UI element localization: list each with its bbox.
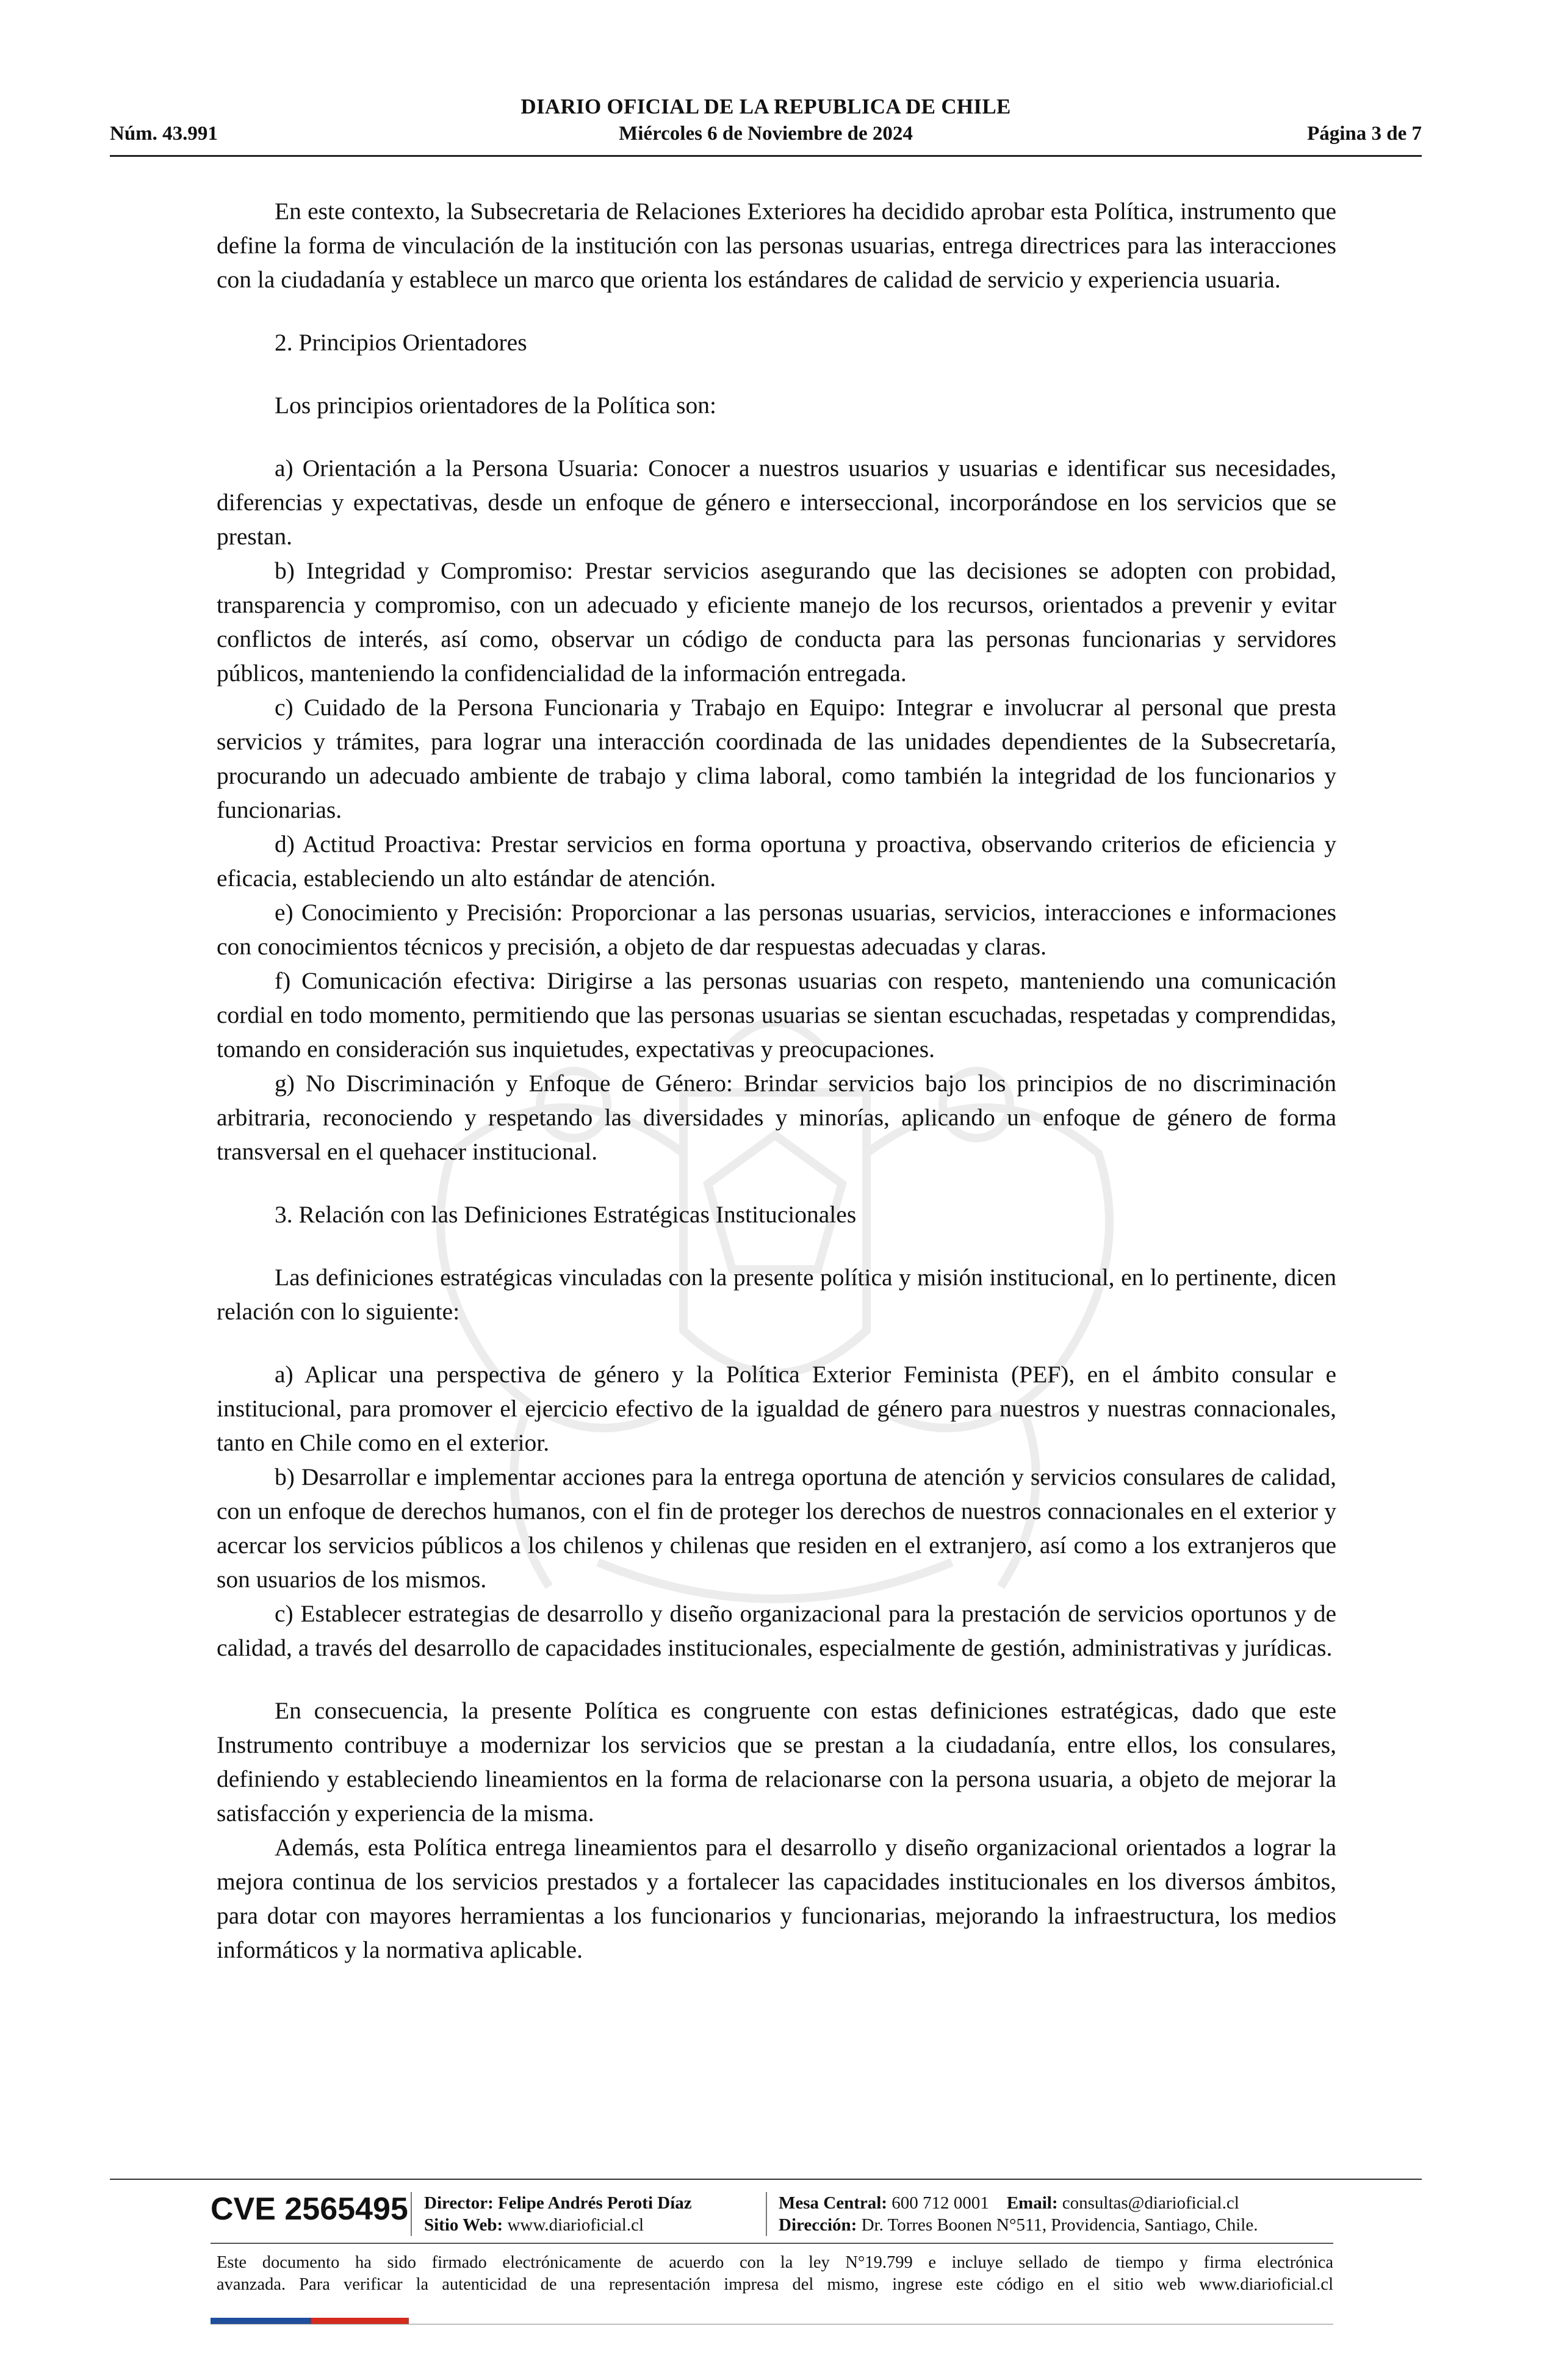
principle-item-g: g) No Discriminación y Enfoque de Género: Brindar servicios bajo los principios de no discriminación arbitraria, reconociendo y respetando las diversidades y minorías, aplicando un enfoque de género de forma transversal en el quehacer institucional. [217,1070,1336,1165]
cve-code: CVE 2565495 [211,2191,408,2227]
strategic-item-b: b) Desarrollar e implementar acciones para la entrega oportuna de atención y servicios consulares de calidad, con un enfoque de derechos humanos, con el fin de proteger los derechos de nuestros connacionales en el exterior y acercar los servicios públicos a los chilenos y chilenas que residen en el extranjero, así como a los extranjeros que son usuarios de los mismos. [217,1463,1336,1593]
footer-separator [766,2192,767,2236]
paragraph-consequence: En consecuencia, la presente Política es congruente con estas definiciones estratégicas, dado que este Instrumento contribuye a modernizar los servicios que se prestan a la ciudadanía, entre ellos, los consulares, definiendo y estableciendo lineamientos en la forma de relacionarse con la persona usuaria, a objeto de mejorar la satisfacción y experiencia de la misma. [217,1697,1336,1826]
director-label: Director: [424,2193,494,2213]
footer-director-block [424,2192,692,2236]
principle-item-e: e) Conocimiento y Precisión: Proporcionar a las personas usuarias, servicios, interacciones e informaciones con conocimientos técnicos y precisión, a objeto de dar respuestas adecuadas y claras. [217,899,1336,960]
address-label: Dirección: [779,2215,857,2235]
strategic-item-a: a) Aplicar una perspectiva de género y la Política Exterior Feminista (PEF), en el ámbito consular e institucional, para promover el ejercicio efectivo de la igualdad de género para nuestros y nuestras connacionales, tanto en Chile como en el exterior. [217,1361,1336,1456]
paragraph-additionally: Además, esta Política entrega lineamientos para el desarrollo y diseño organizacional orientados a lograr la mejora continua de los servicios prestados y a fortalecer las capacidades institucionales en los diversos ámbitos, para dotar con mayores herramientas a los funcionarios y funcionarias, mejorando la infraestructura, los medios informáticos y la normativa aplicable. [217,1834,1336,1963]
principle-item-d: d) Actitud Proactiva: Prestar servicios en forma oportuna y proactiva, observando criterios de eficiencia y eficacia, estableciendo un alto estándar de atención. [217,831,1336,892]
principle-item-a: a) Orientación a la Persona Usuaria: Conocer a nuestros usuarios y usuarias e identificar sus necesidades, diferencias y expectativas, desde un enfoque de género e interseccional, incorporándose en los servicios que se prestan. [217,455,1336,550]
paragraph-strategic-intro: Las definiciones estratégicas vinculadas con la presente política y misión institucional, en lo pertinente, dicen relación con lo siguiente: [217,1264,1336,1325]
footer-middle-divider [211,2243,1333,2244]
principle-item-c: c) Cuidado de la Persona Funcionaria y Trabajo en Equipo: Integrar e involucrar al personal que presta servicios y trámites, para lograr una interacción coordinada de las unidades dependientes de la Subsecretaría, procurando un adecuado ambiente de trabajo y clima laboral, como también la integridad de los funcionarios y funcionarias. [217,694,1336,823]
footer-separator [411,2192,412,2236]
legal-notice [217,2252,1333,2296]
section-heading-strategic: 3. Relación con las Definiciones Estratégicas Institucionales [275,1201,857,1228]
header-row [110,123,1422,150]
site-label: Sitio Web: [424,2215,503,2235]
principle-item-b: b) Integridad y Compromiso: Prestar servicios asegurando que las decisiones se adopten con probidad, transparencia y compromiso, con un adecuado y eficiente manejo de los recursos, orientados a prevenir y evitar conflictos de interés, así como, observar un código de conducta para las personas funcionarias y servidores públicos, manteniendo la confidencialidad de la información entregada. [217,557,1336,687]
address-text: Dr. Torres Boonen N°511, Providencia, Santiago, Chile. [861,2215,1258,2235]
footer-top-divider [110,2179,1422,2180]
footer-contact-block [779,2192,1258,2236]
strategic-item-c: c) Establecer estrategias de desarrollo y diseño organizacional para la prestación de servicios oportunos y de calidad, a través del desarrollo de capacidades institucionales, especialmente de gestión, administrativas y jurídicas. [217,1600,1336,1661]
issue-date: Miércoles 6 de Noviembre de 2024 [619,123,913,145]
principle-item-f: f) Comunicación efectiva: Dirigirse a las personas usuarias con respeto, manteniendo una comunicación cordial en todo momento, permitiendo que las personas usuarias se sientan escuchadas, respetadas y comprendidas, tomando en consideración sus inquietudes, expectativas y preocupaciones. [217,967,1336,1062]
header-divider [110,155,1422,157]
phone-label: Mesa Central: [779,2193,887,2213]
gazette-title: DIARIO OFICIAL DE LA REPUBLICA DE CHILE [520,95,1011,118]
site-link[interactable]: www.diarioficial.cl [507,2215,644,2235]
section-heading-principles: 2. Principios Orientadores [275,329,527,356]
paragraph-principles-intro: Los principios orientadores de la Política son: [275,392,717,419]
legal-line-2: avanzada. Para verificar la autenticidad de una representación impresa del mismo, ingrese este código en el sitio web www.diarioficial.cl [217,2275,1333,2294]
page-indicator: Página 3 de 7 [1307,123,1422,145]
email-link[interactable]: consultas@diarioficial.cl [1062,2193,1239,2213]
issue-number: Núm. 43.991 [110,123,218,145]
legal-line-1: Este documento ha sido firmado electrónicamente de acuerdo con la ley N°19.799 e incluye sellado de tiempo y firma electrónica [217,2253,1333,2272]
phone-number: 600 712 0001 [891,2193,989,2213]
paragraph-context: En este contexto, la Subsecretaria de Relaciones Exteriores ha decidido aprobar esta Política, instrumento que define la forma de vinculación de la institución con las personas usuarias, entrega directrices para las interacciones con la ciudadanía y establece un marco que orienta los estándares de calidad de servicio y experiencia usuaria. [217,198,1336,293]
document-body [217,194,1336,1967]
email-label: Email: [1006,2193,1058,2213]
director-name: Felipe Andrés Peroti Díaz [498,2193,692,2213]
